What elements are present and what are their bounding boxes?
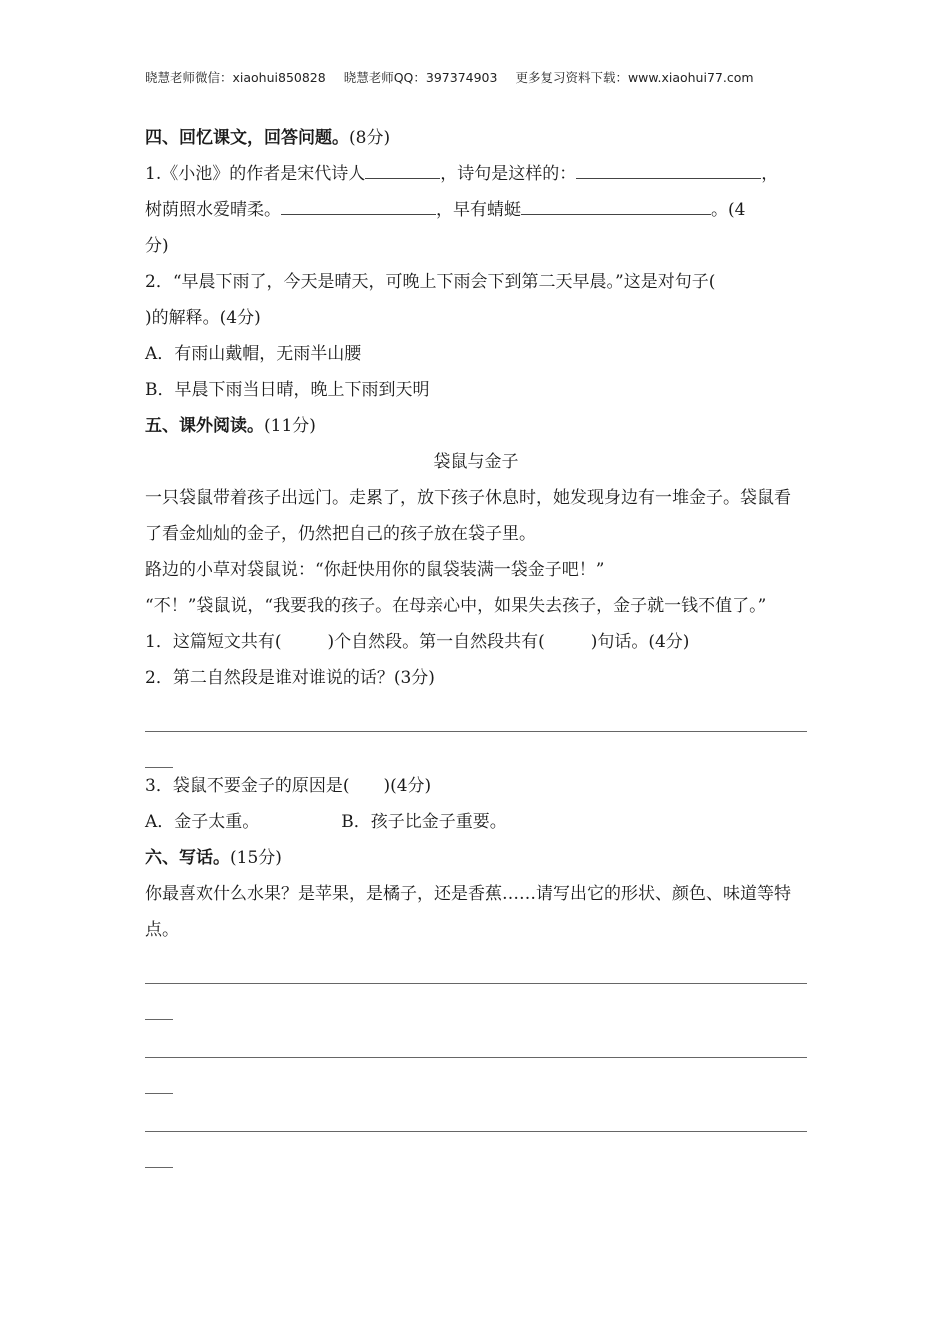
section4-heading: 四、回忆课文，回答问题。(8分) bbox=[145, 128, 391, 148]
header-qq: 晓慧老师QQ：397374903 bbox=[343, 70, 498, 85]
worksheet-content bbox=[145, 120, 807, 1168]
story-paragraph-1: 一只袋鼠带着孩子出远门。走累了，放下孩子休息时，她发现身边有一堆金子。袋鼠看了看金灿灿的金子，仍然把自己的孩子放在袋子里。 bbox=[145, 488, 791, 544]
section5-heading: 五、课外阅读。(11分) bbox=[145, 416, 316, 436]
header-wechat: 晓慧老师微信：xiaohui850828 bbox=[145, 70, 326, 85]
answer-blank[interactable] bbox=[576, 160, 761, 179]
story-paragraph-3: “不！”袋鼠说，“我要我的孩子。在母亲心中，如果失去孩子，金子就一钱不值了。” bbox=[145, 596, 767, 616]
story-title: 袋鼠与金子 bbox=[433, 452, 519, 472]
section6-heading: 六、写话。(15分) bbox=[145, 848, 282, 868]
section4-q1-line1: 1.《小池》的作者是宋代诗人 ，诗句是这样的： ， bbox=[145, 156, 807, 192]
answer-blank[interactable] bbox=[281, 196, 436, 215]
section4-q1-line3: 分) bbox=[145, 236, 169, 256]
page-header bbox=[145, 68, 845, 86]
writing-line-end bbox=[145, 1166, 173, 1168]
section5-option-a: A．金子太重。 bbox=[145, 812, 260, 832]
section4-option-a: A．有雨山戴帽，无雨半山腰 bbox=[145, 344, 362, 364]
section5-q3: 3．袋鼠不要金子的原因是( )(4分) bbox=[145, 776, 432, 796]
section4-q2-line2: )的解释。(4分) bbox=[145, 308, 261, 328]
section4-q1-line2: 树荫照水爱晴柔。 ，早有蜻蜓 。(4 bbox=[145, 192, 807, 228]
answer-blank[interactable] bbox=[521, 196, 711, 215]
section5-q2: 2．第二自然段是谁对谁说的话？(3分) bbox=[145, 668, 435, 688]
section4-q2-line1: 2．“早晨下雨了，今天是晴天，可晚上下雨会下到第二天早晨。”这是对句子( bbox=[145, 272, 716, 292]
section4-option-b: B．早晨下雨当日晴，晚上下雨到天明 bbox=[145, 380, 430, 400]
section6-prompt: 你最喜欢什么水果？是苹果，是橘子，还是香蕉……请写出它的形状、颜色、味道等特点。 bbox=[145, 884, 791, 940]
section5-q1: 1．这篇短文共有( )个自然段。第一自然段共有( )句话。(4分) bbox=[145, 632, 690, 652]
section5-options bbox=[145, 804, 807, 840]
answer-blank[interactable] bbox=[365, 160, 440, 179]
section5-option-b: B．孩子比金子重要。 bbox=[341, 812, 507, 832]
header-download: 更多复习资料下载：www.xiaohui77.com bbox=[515, 70, 754, 85]
story-paragraph-2: 路边的小草对袋鼠说：“你赶快用你的鼠袋装满一袋金子吧！” bbox=[145, 560, 605, 580]
